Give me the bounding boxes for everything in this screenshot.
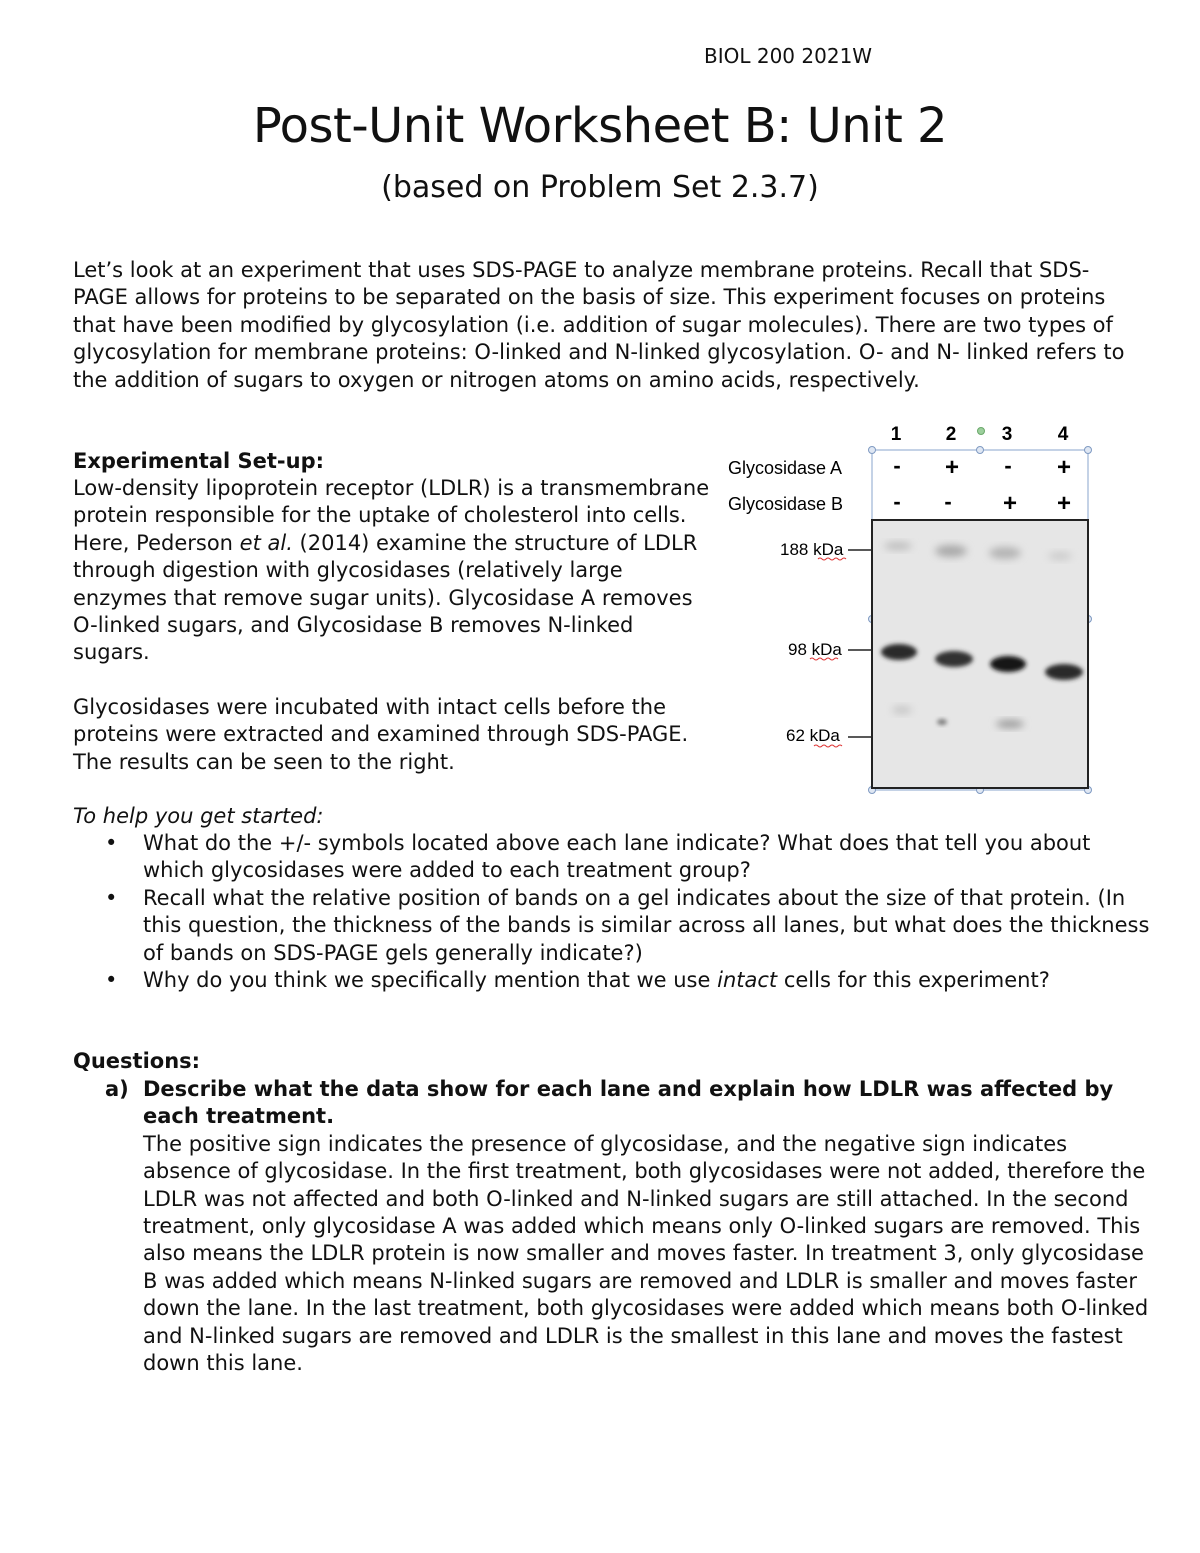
course-code: BIOL 200 2021W [704, 44, 873, 68]
marker-188: 188 kDa [780, 540, 844, 559]
bullet-text-italic: intact [717, 968, 778, 993]
gel-band-lane4 [1045, 664, 1083, 680]
setup-text-italic: et al. [239, 530, 293, 555]
bullet-text-after: cells for this experiment? [777, 968, 1050, 993]
help-bullet-list [73, 830, 1153, 994]
handle [869, 447, 876, 454]
gel-band-lane3 [990, 656, 1026, 672]
rotate-handle [978, 428, 985, 435]
intro-paragraph: Let’s look at an experiment that uses SDS-PAGE to analyze membrane proteins. Recall that SDS-PAGE allows for proteins to be separated on the basis of size. This experiment focuses on proteins that have been modified by glycosylation (i.e. addition of sugar molecules). There are two types of glycosylation for membrane proteins: O-linked and N-linked glycosylation. O- and N- linked refers to the addition of sugars to oxygen or nitrogen atoms on amino acids, respectively. [73, 258, 1125, 392]
gel-band-faint [996, 720, 1024, 728]
sign-b-lane3: + [1002, 490, 1018, 517]
spellcheck-underline [814, 745, 842, 747]
gel-band-faint [937, 719, 947, 725]
gel-band-faint [989, 547, 1021, 559]
list-item [73, 885, 1153, 967]
sds-page-figure [722, 418, 1100, 796]
page-subtitle: (based on Problem Set 2.3.7) [381, 170, 819, 205]
bullet-text: What do the +/- symbols located above each lane indicate? What does that tell you about which glycosidases were added to each treatment group? [143, 831, 1091, 883]
sign-b-lane2: - [944, 489, 952, 514]
setup-text-after: (2014) examine the structure of LDLR through digestion with glycosidases (relatively large enzymes that remove sugar units). Glycosidase A removes O-linked sugars, and Glycosidase B removes N-linked sugars. [73, 530, 698, 665]
lane-number: 2 [945, 424, 957, 445]
bullet-icon: • [105, 885, 118, 910]
gel-band-faint [935, 545, 967, 557]
handle [1085, 447, 1092, 454]
setup-text-before: Low-density lipoprotein receptor (LDLR) is a transmembrane protein responsible for the uptake of cholesterol into cells. Here, Pederson [73, 476, 710, 555]
lane-number: 1 [890, 424, 902, 445]
bullet-text: Recall what the relative position of bands on a gel indicates about the size of that protein. (In this question, the thickness of the bands is similar across all lanes, but what does the thickness of bands on SDS-PAGE gels generally indicate?) [143, 885, 1150, 965]
sign-a-lane4: + [1056, 454, 1072, 481]
questions-heading: Questions: [73, 1049, 201, 1073]
sign-a-lane1: - [893, 453, 901, 478]
gel-band-faint [1048, 552, 1072, 560]
bullet-icon: • [105, 831, 118, 855]
lane-number: 4 [1057, 424, 1069, 445]
lane-number: 3 [1001, 424, 1013, 445]
gel-band-lane1 [881, 644, 917, 660]
row-label-glycosidase-b: Glycosidase B [728, 494, 844, 514]
sign-b-lane1: - [893, 489, 901, 514]
gel-svg [722, 418, 1100, 796]
sign-a-lane2: + [944, 454, 960, 481]
list-item [73, 830, 1153, 885]
question-text: Describe what the data show for each lane and explain how LDLR was affected by each treatment. [143, 1077, 1114, 1129]
gel-band-faint [884, 542, 912, 550]
sign-a-lane3: - [1004, 453, 1012, 478]
setup-paragraph [73, 475, 713, 667]
bullet-text-before: Why do you think we specifically mention that we use [143, 968, 718, 993]
gel-band-faint [892, 706, 912, 714]
page-title: Post-Unit Worksheet B: Unit 2 [252, 98, 948, 154]
setup-heading: Experimental Set-up: [73, 449, 325, 473]
help-heading: To help you get started: [73, 804, 324, 828]
marker-62: 62 kDa [786, 726, 840, 745]
question-letter: a) [105, 1077, 129, 1101]
answer-text: The positive sign indicates the presence of glycosidase, and the negative sign indicates absence of glycosidase. In the first treatment, both glycosidases were not added, therefore the LDLR was not affected and both O-linked and N-linked sugars are still attached. In the second treatment, only glycosidase A was added which means only O-linked sugars are removed. This also means the LDLR protein is now smaller and moves faster. In treatment 3, only glycosidase B was added which means N-linked sugars are removed and LDLR is smaller and moves faster down the lane. In the last treatment, both glycosidases were added which means both O-linked and N-linked sugars are removed and LDLR is the smallest in this lane and moves the fastest down this lane. [143, 1131, 1149, 1376]
question-a [105, 1076, 1155, 1377]
setup-paragraph-2: Glycosidases were incubated with intact cells before the proteins were extracted and examined through SDS-PAGE. The results can be seen to the right. [73, 695, 689, 774]
list-item [73, 967, 1153, 994]
row-label-glycosidase-a: Glycosidase A [728, 458, 843, 478]
bullet-icon: • [105, 968, 118, 993]
marker-98: 98 kDa [788, 640, 842, 659]
sign-b-lane4: + [1056, 490, 1072, 517]
gel-band-lane2 [935, 651, 973, 667]
handle [977, 447, 984, 454]
